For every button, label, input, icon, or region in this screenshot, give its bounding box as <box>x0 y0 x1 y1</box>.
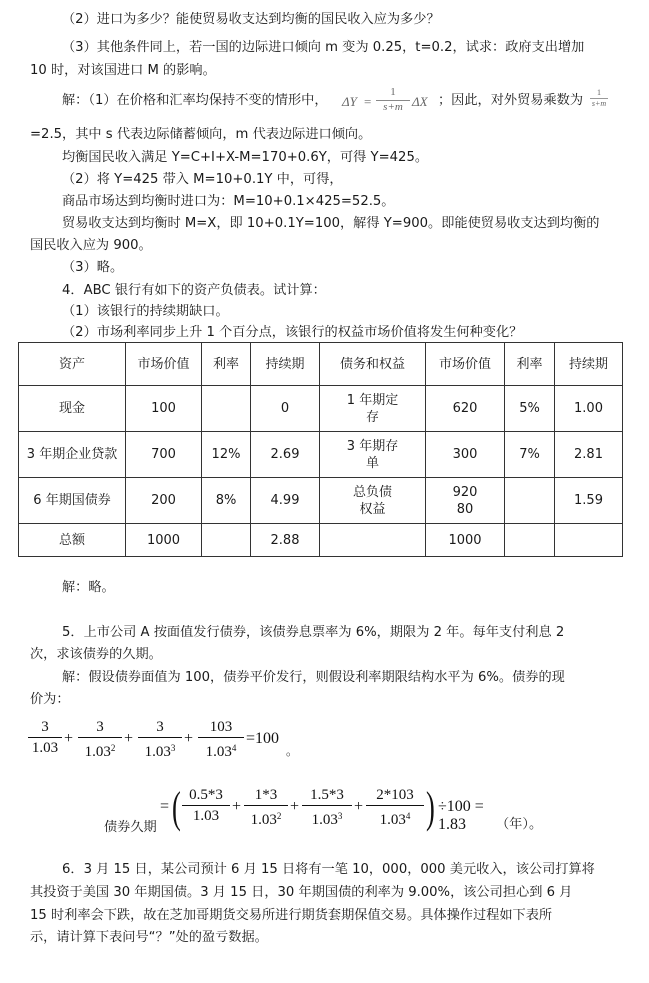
table-cell: 300 <box>426 432 505 478</box>
duration-unit: （年）。 <box>496 817 543 832</box>
text-line: 贸易收支达到均衡时 M=X，即 10+0.1Y=100，解得 Y=900。即能使贸易收支达到均衡的 <box>62 216 600 231</box>
fraction: 2*103 1.03$^4$ <box>366 786 424 829</box>
table-cell: 8% <box>202 478 251 524</box>
text-line: =2.5，其中 s 代表边际储蓄倾向，m 代表边际进口倾向。 <box>30 127 372 142</box>
header-cell: 债务和权益 <box>320 343 426 386</box>
fraction: 0.5*3 1.03 <box>182 786 230 825</box>
text-line: 10 时，对该国进口 M 的影响。 <box>30 63 216 78</box>
table-cell <box>555 524 623 557</box>
header-cell: 利率 <box>202 343 251 386</box>
table-cell <box>202 386 251 432</box>
fraction: 103 1.03$^4$ <box>198 718 244 761</box>
text-line: （2）进口为多少？能使贸易收支达到均衡的国民收入应为多少？ <box>62 12 440 27</box>
header-cell: 持续期 <box>555 343 623 386</box>
table-cell: 1000 <box>426 524 505 557</box>
table-row <box>19 432 623 478</box>
text-line: （2）市场利率同步上升 1 个百分点，该银行的权益市场价值将发生何种变化？ <box>62 325 523 340</box>
solution-4: 解：略。 <box>62 580 115 595</box>
table-cell: 2.69 <box>251 432 320 478</box>
header-cell: 持续期 <box>251 343 320 386</box>
text-line: 解：假设债券面值为 100，债券平价发行，则假设利率期限结构水平为 6%。债券的现 <box>62 670 565 685</box>
table-cell <box>320 524 426 557</box>
table-cell <box>505 524 555 557</box>
table-cell: 1.59 <box>555 478 623 524</box>
fraction: 3 1.03 <box>28 718 62 757</box>
table-cell: 7% <box>505 432 555 478</box>
table-header-row <box>19 343 623 386</box>
duration-equation: = ( 0.5*3 1.03 + 1*3 $1.03^2$ + 1.5*3 $1.03^3$ + 2*103 1.03$^4$ ) ÷100 = 1.83 <box>160 783 484 833</box>
table-cell: 700 <box>126 432 202 478</box>
liability-name: 1 年期定存 <box>346 392 399 425</box>
table-cell: 2.81 <box>555 432 623 478</box>
text-line: 均衡国民收入满足 Y=C+I+X-M=170+0.6Y，可得 Y=425。 <box>62 150 429 165</box>
duration-label: 债券久期 <box>104 820 157 835</box>
header-cell: 市场价值 <box>426 343 505 386</box>
table-cell: 6 年期国债券 <box>19 478 126 524</box>
table-cell: 3 年期企业贷款 <box>19 432 126 478</box>
table-cell: 1000 <box>126 524 202 557</box>
table-row <box>19 386 623 432</box>
header-cell: 利率 <box>505 343 555 386</box>
text-line: （1）该银行的持续期缺口。 <box>62 304 229 319</box>
table-cell: 2.88 <box>251 524 320 557</box>
table-cell <box>320 432 426 478</box>
liability-name: 3 年期存单 <box>346 438 399 471</box>
fraction: 3 1.03$^3$ <box>138 718 182 761</box>
table-cell <box>505 478 555 524</box>
text-line: 15 时利率会下跌，故在芝加哥期货交易所进行期货套期保值交易。具体操作过程如下表所 <box>30 908 553 923</box>
table-row <box>19 524 623 557</box>
header-cell: 市场价值 <box>126 343 202 386</box>
header-cell: 资产 <box>19 343 126 386</box>
question-6: 6．3 月 15 日，某公司预计 6 月 15 日将有一笔 10，000，000 美元收入，该公司打算将 <box>62 862 595 877</box>
text-line: （3）略。 <box>62 260 124 275</box>
formula-delta-y: ΔY = 1 s+m ΔX <box>342 86 428 113</box>
text-line: 商品市场达到均衡时进口为：M=10+0.1×425=52.5。 <box>62 194 395 209</box>
table-cell <box>320 386 426 432</box>
fraction: 3 1.03$^2$ <box>78 718 122 761</box>
text-line: 国民收入应为 900。 <box>30 238 152 253</box>
present-value-equation: 3 1.03 + 3 $1.03^2$ + 3 $1.03^3$ + 103 $1.03^4$ =100 。 <box>28 718 288 766</box>
table-cell: 200 <box>126 478 202 524</box>
question-5: 5．上市公司 A 按面值发行债券，该债券息票率为 6%，期限为 2 年。每年支付利息 2 <box>62 625 565 640</box>
table-cell: 4.99 <box>251 478 320 524</box>
question-4: 4．ABC 银行有如下的资产负债表。试计算： <box>62 283 326 298</box>
table-cell: 5% <box>505 386 555 432</box>
text-line: 解：（1）在价格和汇率均保持不变的情形中， <box>62 93 328 108</box>
text-line: 价为： <box>30 692 70 707</box>
formula-multiplier: 1 s+m <box>591 88 607 108</box>
text-line: （3）其他条件同上，若一国的边际进口倾向 m 变为 0.25，t=0.2，试求：政府支出增加 <box>62 40 585 55</box>
balance-sheet-table <box>18 342 623 557</box>
fraction: 1.5*3 1.03$^3$ <box>302 786 352 829</box>
table-cell <box>202 524 251 557</box>
text-line: ；因此，对外贸易乘数为 <box>438 93 584 108</box>
text-line: 其投资于美国 30 年期国债。3 月 15 日，30 年期国债的利率为 9.00%，该公司担心到 6 月 <box>30 885 573 900</box>
table-cell: 620 <box>426 386 505 432</box>
fraction: 1*3 1.03$^2$ <box>244 786 288 829</box>
table-cell: 0 <box>251 386 320 432</box>
table-cell: 现金 <box>19 386 126 432</box>
table-cell: 920 80 <box>426 478 505 524</box>
table-cell: 100 <box>126 386 202 432</box>
text-line: 示，请计算下表问号“？”处的盈亏数据。 <box>30 930 268 945</box>
table-cell: 12% <box>202 432 251 478</box>
text-line: 次，求该债券的久期。 <box>30 647 162 662</box>
table-row <box>19 478 623 524</box>
table-cell: 总额 <box>19 524 126 557</box>
table-cell: 1.00 <box>555 386 623 432</box>
text-line: （2）将 Y=425 带入 M=10+0.1Y 中，可得， <box>62 172 343 187</box>
table-cell: 总负债 权益 <box>320 478 426 524</box>
